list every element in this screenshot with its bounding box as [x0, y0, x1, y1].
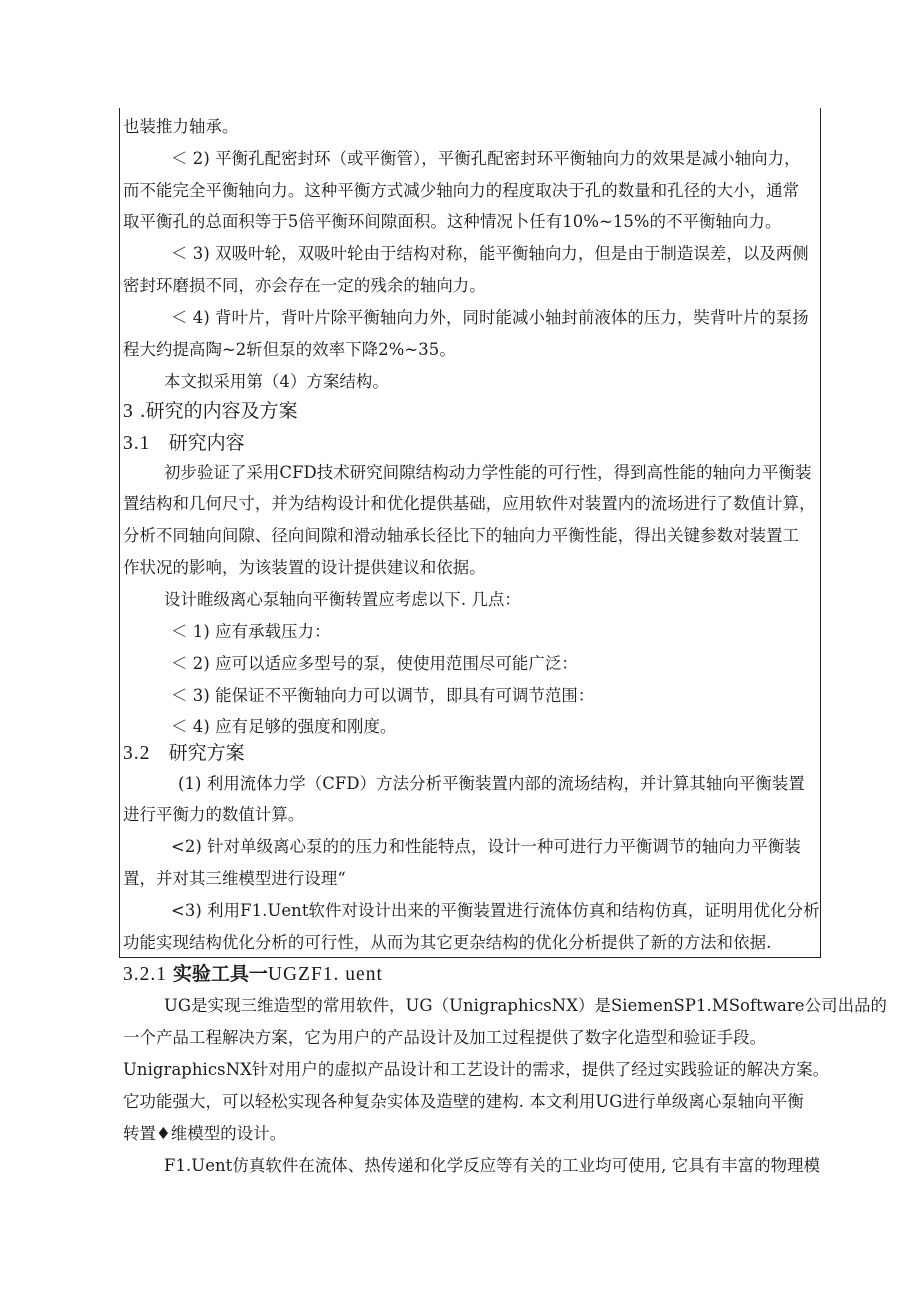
heading-text: 研究内容 [168, 432, 245, 454]
paragraph-line: <2) 针对单级离心泵的的压力和性能特点，设计一种可进行力平衡调节的轴向力平衡装 [171, 837, 801, 856]
list-item: ＜ 3) 能保证不平衡轴向力可以调节，即具有可调节范围： [171, 686, 595, 705]
paragraph-line: 一个产品工程解决方案，它为用户的产品设计及加工过程提供了数字化造型和验证手段。 [123, 1028, 767, 1047]
list-item: ＜ 4) 应有足够的强度和刚度。 [171, 717, 397, 736]
paragraph-line: 分析不同轴向间隙、径向间隙和滑动轴承长径比下的轴向力平衡性能，得出关键参数对装置工 [123, 526, 800, 545]
paragraph-line: <3) 利用F1.Uent软件对设计出来的平衡装置进行流体仿真和结构仿真，证明用优化分析 [171, 901, 820, 920]
list-item: ＜ 1) 应有承载压力： [171, 622, 331, 641]
heading-number: 3.1 [123, 433, 157, 454]
paragraph-line: ＜ 4) 背叶片，背叶片除平衡轴向力外，同时能减小轴封前液体的压力，奘背叶片的泵扬 [171, 308, 809, 327]
paragraph-line: 而不能完全平衡轴向力。这种平衡方式减少轴向力的程度取决于孔的数量和孔径的大小，通常 [123, 181, 800, 200]
paragraph-line: 也装推力轴承。 [123, 117, 239, 136]
paragraph-line: 置，并对其三维模型进行设理“ [123, 869, 346, 888]
paragraph-line: 进行平衡力的数值计算。 [123, 805, 305, 824]
paragraph-line: F1.Uent仿真软件在流体、热传递和化学反应等有关的工业均可使用, 它具有丰富的物理模 [164, 1156, 821, 1175]
paragraph-line: ＜ 2) 平衡孔配密封环（或平衡管），平衡孔配密封环平衡轴向力的效果是减小轴向力， [171, 149, 801, 168]
paragraph-line: 作状况的影响，为该装置的设计提供建议和依据。 [123, 558, 486, 577]
paragraph-line: 转置♦维模型的设计。 [123, 1124, 287, 1143]
table-border-bottom [119, 957, 821, 958]
paragraph-line: 程大约提高陶~2斩但泵的效率下降2%~35。 [123, 340, 456, 359]
table-border-left [119, 108, 120, 958]
section-heading-3-2-1 [123, 961, 383, 988]
heading-text: 实验工具一 [172, 963, 268, 985]
paragraph-line: UG是实现三维造型的常用软件，UG（UnigraphicsNX）是SiemenSP1.MSoftware公司出品的 [164, 996, 888, 1015]
paragraph-line: 取平衡孔的总面积等于5倍平衡环间隙面积。这种情况卜任有10%~15%的不平衡轴向力。 [123, 212, 782, 231]
paragraph-line: 功能实现结构优化分析的可行性，从而为其它更杂结构的优化分析提供了新的方法和依据. [123, 933, 772, 952]
paragraph-line: 它功能强大，可以轻松实现各种复杂实体及造壁的建构. 本文利用UG进行单级离心泵轴向平衡 [123, 1092, 804, 1111]
section-heading-3 [123, 398, 298, 425]
section-heading-3-1 [123, 430, 245, 457]
paragraph-line: UnigraphicsNX针对用户的虚拟产品设计和工艺设计的需求，提供了经过实践验证的解决方案。 [123, 1060, 830, 1079]
paragraph-line: 本文拟采用第（4）方案结构。 [164, 372, 389, 391]
paragraph-line: ＜ 3) 双吸叶轮，双吸叶轮由于结构对称，能平衡轴向力，但是由于制造误差，以及两侧 [171, 244, 809, 263]
heading-number: 3.2.1 [123, 964, 173, 985]
heading-suffix: UGZF1. uent [267, 964, 383, 985]
heading-number: 3 [123, 401, 140, 422]
paragraph-line: 初步验证了采用CFD技术研究间隙结构动力学性能的可行性，得到高性能的轴向力平衡装 [164, 463, 812, 482]
heading-text: .研究的内容及方案 [139, 400, 298, 422]
heading-text: 研究方案 [168, 742, 245, 764]
paragraph-line: (1) 利用流体力学（CFD）方法分析平衡装置内部的流场结构，并计算其轴向平衡装置 [178, 774, 805, 793]
table-border-right [820, 108, 821, 958]
section-heading-3-2 [123, 740, 245, 767]
list-item: ＜ 2) 应可以适应多型号的泵，使使用范围尽可能广泛： [171, 654, 578, 673]
paragraph-line: 密封环磨损不同，亦会存在一定的残余的轴向力。 [123, 276, 486, 295]
paragraph-line: 设计睢级离心泵轴向平衡转置应考虑以下. 几点： [164, 590, 521, 609]
paragraph-line: 置结构和几何尺寸，并为结构设计和优化提供基础，应用软件对装置内的流场进行了数值计算， [123, 494, 816, 513]
heading-number: 3.2 [123, 743, 157, 764]
